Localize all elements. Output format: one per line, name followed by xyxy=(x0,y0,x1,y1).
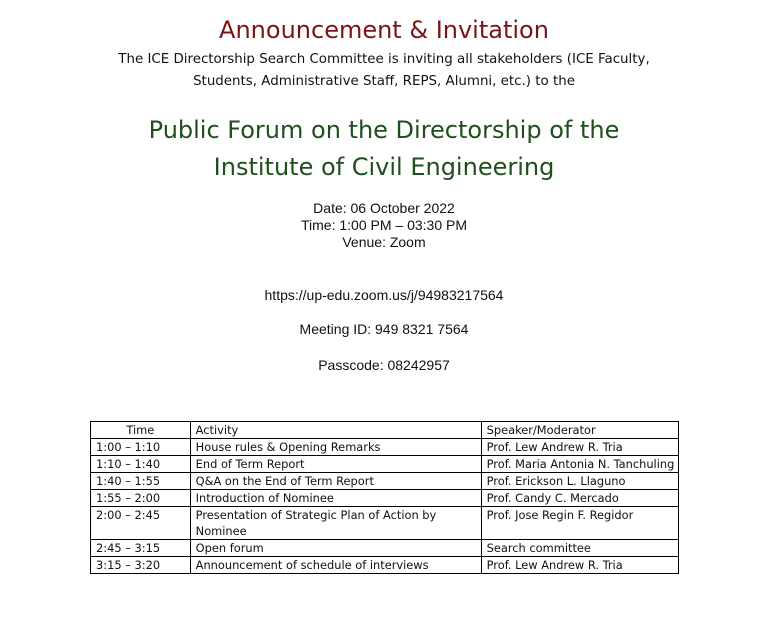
forum-title-line-1: Public Forum on the Directorship of the xyxy=(148,116,620,144)
table-header-row xyxy=(91,422,679,439)
row-time: 2:00 – 2:45 xyxy=(91,507,191,540)
row-speaker: Prof. Erickson L. Llaguno xyxy=(481,473,678,490)
invitation-line-2: Students, Administrative Staff, REPS, Alumni, etc.) to the xyxy=(193,74,575,89)
invitation-text xyxy=(0,49,768,93)
row-speaker: Prof. Lew Andrew R. Tria xyxy=(481,557,678,574)
header-speaker: Speaker/Moderator xyxy=(481,422,678,439)
header-activity: Activity xyxy=(190,422,481,439)
row-activity: End of Term Report xyxy=(190,456,481,473)
header-time: Time xyxy=(91,422,191,439)
row-activity: Introduction of Nominee xyxy=(190,490,481,507)
event-time: Time: 1:00 PM – 03:30 PM xyxy=(301,217,467,233)
table-row xyxy=(91,473,679,490)
row-activity: Announcement of schedule of interviews xyxy=(190,557,481,574)
program-schedule-table xyxy=(90,421,679,574)
row-time: 1:40 – 1:55 xyxy=(91,473,191,490)
row-time: 1:55 – 2:00 xyxy=(91,490,191,507)
row-speaker: Prof. Maria Antonia N. Tanchuling xyxy=(481,456,678,473)
passcode: Passcode: 08242957 xyxy=(318,357,450,373)
table-row xyxy=(91,439,679,456)
table-row xyxy=(91,540,679,557)
table-row xyxy=(91,557,679,574)
table-row xyxy=(91,456,679,473)
row-time: 1:10 – 1:40 xyxy=(91,456,191,473)
forum-title-line-2: Institute of Civil Engineering xyxy=(213,153,555,181)
event-venue: Venue: Zoom xyxy=(342,234,426,250)
invitation-line-1: The ICE Directorship Search Committee is inviting all stakeholders (ICE Faculty, xyxy=(118,52,650,67)
row-activity: Q&A on the End of Term Report xyxy=(190,473,481,490)
row-speaker: Prof. Jose Regin F. Regidor xyxy=(481,507,678,540)
row-time: 2:45 – 3:15 xyxy=(91,540,191,557)
row-activity: Presentation of Strategic Plan of Action by Nominee xyxy=(190,507,481,540)
row-activity: Open forum xyxy=(190,540,481,557)
row-activity: House rules & Opening Remarks xyxy=(190,439,481,456)
row-time: 3:15 – 3:20 xyxy=(91,557,191,574)
row-speaker: Prof. Lew Andrew R. Tria xyxy=(481,439,678,456)
table-row xyxy=(91,490,679,507)
announcement-title: Announcement & Invitation xyxy=(219,16,549,44)
row-time: 1:00 – 1:10 xyxy=(91,439,191,456)
row-speaker: Prof. Candy C. Mercado xyxy=(481,490,678,507)
forum-title xyxy=(0,112,768,186)
meeting-id: Meeting ID: 949 8321 7564 xyxy=(299,321,469,337)
event-date: Date: 06 October 2022 xyxy=(313,200,455,216)
table-row xyxy=(91,507,679,540)
zoom-link[interactable]: https://up-edu.zoom.us/j/94983217564 xyxy=(264,287,504,303)
row-speaker: Search committee xyxy=(481,540,678,557)
